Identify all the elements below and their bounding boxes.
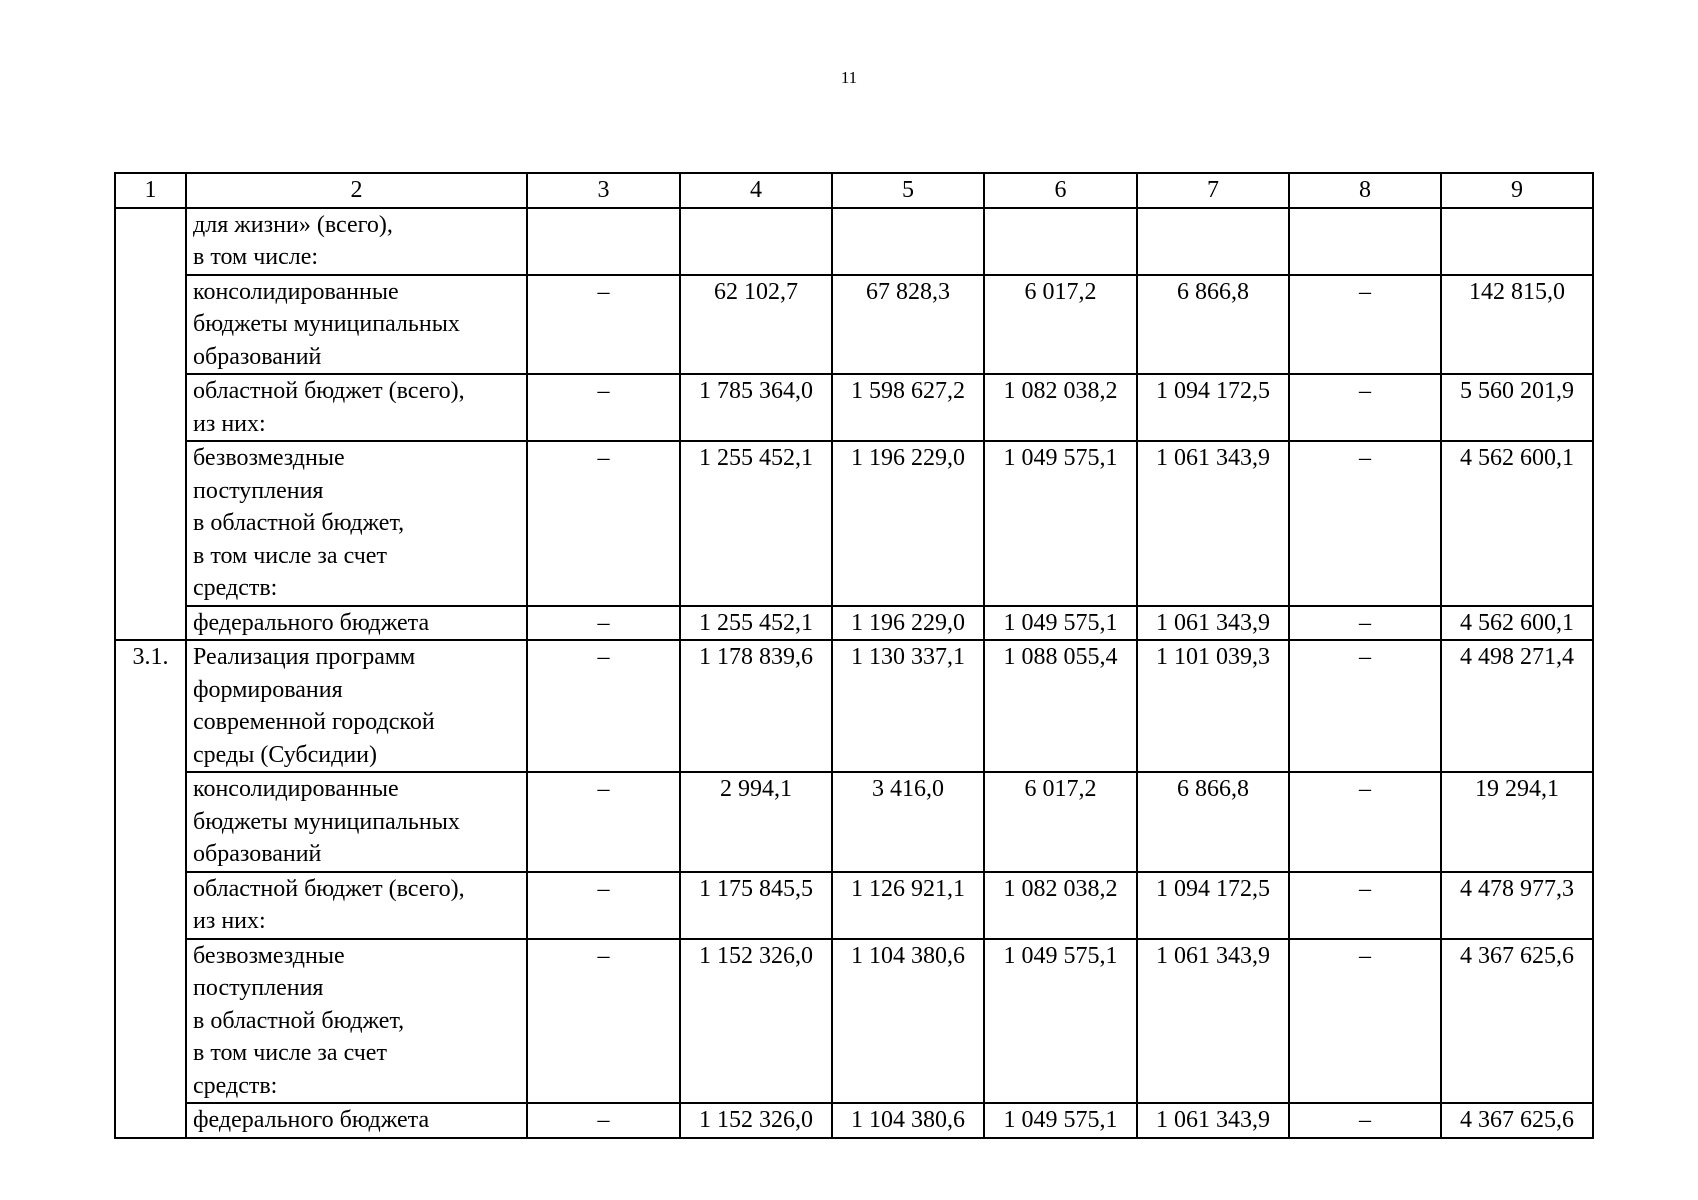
dash-cell: – bbox=[527, 1103, 680, 1138]
description-cell bbox=[186, 1103, 527, 1138]
description-line: безвозмездные bbox=[193, 445, 345, 471]
value-cell: 1 049 575,1 bbox=[984, 1103, 1137, 1138]
description-line: в том числе: bbox=[193, 244, 319, 270]
row-number-cell: 3.1. bbox=[115, 640, 186, 1138]
value-cell: 1 178 839,6 bbox=[680, 640, 832, 772]
value-cell: 1 196 229,0 bbox=[832, 606, 984, 641]
value-cell bbox=[1137, 208, 1289, 275]
description-cell bbox=[186, 441, 527, 606]
value-cell: 1 126 921,1 bbox=[832, 872, 984, 939]
dash-cell: – bbox=[527, 374, 680, 441]
value-cell: 1 196 229,0 bbox=[832, 441, 984, 606]
description-line: консолидированные bbox=[193, 776, 399, 802]
budget-table bbox=[114, 172, 1594, 1139]
description-cell bbox=[186, 606, 527, 641]
description-line: в том числе за счет bbox=[193, 1040, 387, 1066]
dash-cell: – bbox=[1289, 640, 1441, 772]
dash-cell: – bbox=[1289, 1103, 1441, 1138]
table-row bbox=[115, 374, 1593, 441]
value-cell: 1 088 055,4 bbox=[984, 640, 1137, 772]
value-cell: 4 562 600,1 bbox=[1441, 606, 1593, 641]
dash-cell: – bbox=[527, 640, 680, 772]
table-row bbox=[115, 208, 1593, 275]
description-line: федерального бюджета bbox=[193, 609, 430, 636]
table-body bbox=[115, 173, 1593, 1138]
value-cell: 1 598 627,2 bbox=[832, 374, 984, 441]
value-cell: 6 866,8 bbox=[1137, 772, 1289, 872]
table-row bbox=[115, 939, 1593, 1104]
value-cell: 1 049 575,1 bbox=[984, 441, 1137, 606]
value-cell: 4 367 625,6 bbox=[1441, 939, 1593, 1104]
value-cell: 67 828,3 bbox=[832, 275, 984, 375]
value-cell: 1 785 364,0 bbox=[680, 374, 832, 441]
table-row bbox=[115, 640, 1593, 772]
description-line: из них: bbox=[193, 908, 266, 934]
description-line: Реализация программ bbox=[193, 644, 416, 670]
header-cell: 1 bbox=[115, 173, 186, 208]
description-line: бюджеты муниципальных bbox=[193, 311, 460, 337]
dash-cell: – bbox=[1289, 939, 1441, 1104]
value-cell: 1 061 343,9 bbox=[1137, 606, 1289, 641]
value-cell: 1 049 575,1 bbox=[984, 939, 1137, 1104]
value-cell: 1 061 343,9 bbox=[1137, 1103, 1289, 1138]
description-line: из них: bbox=[193, 410, 266, 437]
header-cell: 2 bbox=[186, 173, 527, 208]
value-cell bbox=[1441, 208, 1593, 275]
description-cell bbox=[186, 275, 527, 375]
description-line: в областной бюджет, bbox=[193, 510, 405, 536]
description-cell bbox=[186, 640, 527, 772]
value-cell: 1 175 845,5 bbox=[680, 872, 832, 939]
value-cell: 1 082 038,2 bbox=[984, 872, 1137, 939]
value-cell: 1 094 172,5 bbox=[1137, 374, 1289, 441]
table-row bbox=[115, 275, 1593, 375]
description-line: безвозмездные bbox=[193, 942, 345, 969]
description-line: образований bbox=[193, 841, 322, 867]
description-cell bbox=[186, 939, 527, 1104]
dash-cell: – bbox=[1289, 872, 1441, 939]
description-line: средств: bbox=[193, 575, 278, 601]
description-cell bbox=[186, 208, 527, 275]
table-row bbox=[115, 441, 1593, 606]
value-cell: 1 255 452,1 bbox=[680, 441, 832, 606]
value-cell: 1 255 452,1 bbox=[680, 606, 832, 641]
value-cell: 4 367 625,6 bbox=[1441, 1103, 1593, 1138]
header-cell: 8 bbox=[1289, 173, 1441, 208]
description-line: бюджеты муниципальных bbox=[193, 808, 460, 835]
table-row bbox=[115, 772, 1593, 872]
row-number-cell bbox=[115, 208, 186, 641]
value-cell: 3 416,0 bbox=[832, 772, 984, 872]
value-cell bbox=[984, 208, 1137, 275]
value-cell: 1 061 343,9 bbox=[1137, 939, 1289, 1104]
table-row bbox=[115, 1103, 1593, 1138]
value-cell: 1 104 380,6 bbox=[832, 939, 984, 1104]
description-cell bbox=[186, 772, 527, 872]
value-cell: 19 294,1 bbox=[1441, 772, 1593, 872]
description-line: поступления bbox=[193, 975, 324, 1001]
header-cell: 3 bbox=[527, 173, 680, 208]
description-line: областной бюджет (всего), bbox=[193, 378, 465, 404]
value-cell: 4 478 977,3 bbox=[1441, 872, 1593, 939]
description-line: средств: bbox=[193, 1072, 278, 1099]
description-cell bbox=[186, 374, 527, 441]
header-cell: 9 bbox=[1441, 173, 1593, 208]
header-cell: 4 bbox=[680, 173, 832, 208]
value-cell: 6 017,2 bbox=[984, 772, 1137, 872]
value-cell: 62 102,7 bbox=[680, 275, 832, 375]
dash-cell: – bbox=[1289, 275, 1441, 375]
description-line: поступления bbox=[193, 477, 324, 504]
value-cell: 1 152 326,0 bbox=[680, 939, 832, 1104]
value-cell: 142 815,0 bbox=[1441, 275, 1593, 375]
description-line: современной городской bbox=[193, 709, 435, 735]
description-line: областной бюджет (всего), bbox=[193, 875, 465, 902]
table-row bbox=[115, 606, 1593, 641]
dash-cell: – bbox=[527, 441, 680, 606]
table-row bbox=[115, 872, 1593, 939]
dash-cell: – bbox=[1289, 441, 1441, 606]
description-line: среды (Субсидии) bbox=[193, 741, 378, 768]
description-line: для жизни» (всего), bbox=[193, 211, 393, 238]
header-cell: 7 bbox=[1137, 173, 1289, 208]
dash-cell: – bbox=[527, 275, 680, 375]
description-line: образований bbox=[193, 343, 322, 370]
value-cell: 1 082 038,2 bbox=[984, 374, 1137, 441]
dash-cell: – bbox=[527, 772, 680, 872]
dash-cell: – bbox=[527, 872, 680, 939]
dash-cell bbox=[527, 208, 680, 275]
dash-cell: – bbox=[527, 939, 680, 1104]
header-cell: 6 bbox=[984, 173, 1137, 208]
value-cell: 1 049 575,1 bbox=[984, 606, 1137, 641]
value-cell: 5 560 201,9 bbox=[1441, 374, 1593, 441]
description-line: в областной бюджет, bbox=[193, 1007, 405, 1034]
description-line: федерального бюджета bbox=[193, 1107, 430, 1133]
dash-cell bbox=[1289, 208, 1441, 275]
description-line: формирования bbox=[193, 676, 343, 703]
value-cell: 1 104 380,6 bbox=[832, 1103, 984, 1138]
dash-cell: – bbox=[1289, 772, 1441, 872]
dash-cell: – bbox=[1289, 374, 1441, 441]
value-cell: 6 866,8 bbox=[1137, 275, 1289, 375]
value-cell bbox=[832, 208, 984, 275]
value-cell: 1 061 343,9 bbox=[1137, 441, 1289, 606]
description-line: в том числе за счет bbox=[193, 542, 387, 569]
dash-cell: – bbox=[527, 606, 680, 641]
value-cell: 2 994,1 bbox=[680, 772, 832, 872]
description-cell bbox=[186, 872, 527, 939]
description-line: консолидированные bbox=[193, 278, 399, 305]
value-cell: 6 017,2 bbox=[984, 275, 1137, 375]
value-cell: 4 562 600,1 bbox=[1441, 441, 1593, 606]
value-cell bbox=[680, 208, 832, 275]
table-header-row bbox=[115, 173, 1593, 208]
value-cell: 1 101 039,3 bbox=[1137, 640, 1289, 772]
value-cell: 1 130 337,1 bbox=[832, 640, 984, 772]
dash-cell: – bbox=[1289, 606, 1441, 641]
value-cell: 4 498 271,4 bbox=[1441, 640, 1593, 772]
header-cell: 5 bbox=[832, 173, 984, 208]
page-number: 11 bbox=[840, 68, 858, 87]
value-cell: 1 152 326,0 bbox=[680, 1103, 832, 1138]
value-cell: 1 094 172,5 bbox=[1137, 872, 1289, 939]
